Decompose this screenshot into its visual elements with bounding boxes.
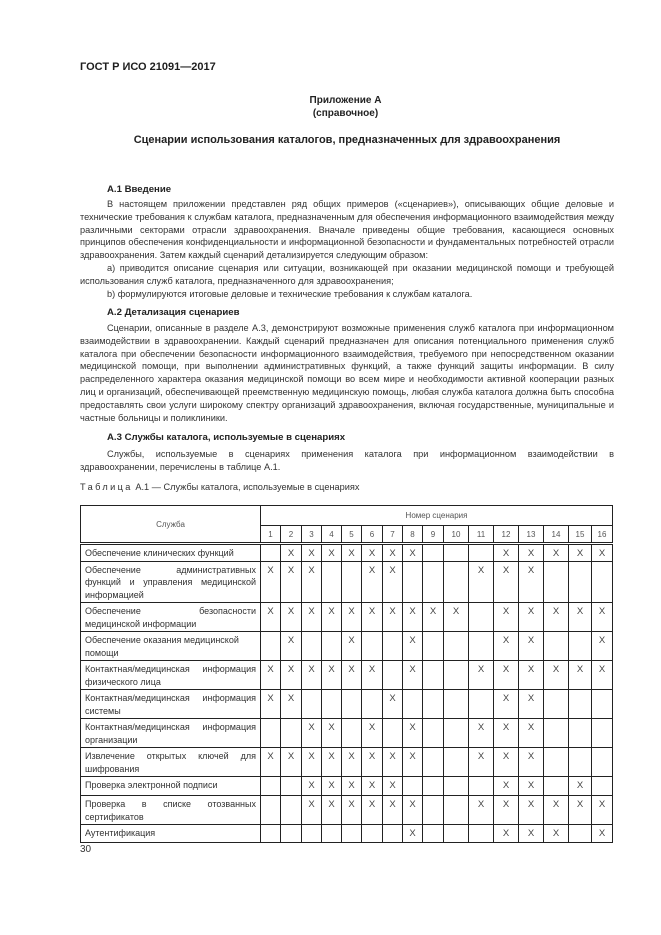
scenario-mark-cell <box>322 561 342 603</box>
scenario-mark-cell: X <box>469 661 494 690</box>
scenario-mark-cell: X <box>469 561 494 603</box>
table-row <box>81 690 613 719</box>
service-name-cell: Аутентификация <box>81 825 261 843</box>
scenario-mark-cell: X <box>322 796 342 825</box>
scenario-mark-cell <box>261 544 281 562</box>
scenario-mark-cell <box>383 719 403 748</box>
table-row <box>81 544 613 562</box>
scenario-mark-cell <box>444 748 469 777</box>
scenario-mark-cell <box>423 661 444 690</box>
scenario-mark-cell: X <box>362 544 383 562</box>
scenario-mark-cell: X <box>592 796 613 825</box>
service-name-cell: Извлечение открытых ключей для шифрования <box>81 748 261 777</box>
scenario-mark-cell: X <box>322 544 342 562</box>
scenario-mark-cell <box>569 748 592 777</box>
scenario-mark-cell <box>281 719 302 748</box>
service-name-cell: Обеспечение оказания медицинской помощи <box>81 632 261 661</box>
scenario-mark-cell <box>423 777 444 796</box>
scenario-mark-cell: X <box>362 661 383 690</box>
scenario-mark-cell <box>302 632 322 661</box>
scenario-mark-cell: X <box>383 544 403 562</box>
scenario-mark-cell: X <box>494 544 519 562</box>
scenario-mark-cell <box>423 796 444 825</box>
service-name-cell: Контактная/медицинская информация физического лица <box>81 661 261 690</box>
column-header-scenarios: Номер сценария <box>261 506 613 526</box>
services-table-body <box>81 544 613 843</box>
scenario-mark-cell: X <box>403 544 423 562</box>
scenario-mark-cell: X <box>322 777 342 796</box>
scenario-mark-cell: X <box>403 796 423 825</box>
scenario-mark-cell: X <box>592 825 613 843</box>
scenario-mark-cell: X <box>261 690 281 719</box>
service-name-cell: Обеспечение административных функций и управления медицинской информацией <box>81 561 261 603</box>
annex-label: Приложение А <box>309 95 382 106</box>
scenario-mark-cell <box>444 561 469 603</box>
scenario-mark-cell: X <box>494 748 519 777</box>
scenario-mark-cell: X <box>494 661 519 690</box>
scenario-mark-cell: X <box>302 544 322 562</box>
scenario-mark-cell: X <box>342 796 362 825</box>
scenario-mark-cell: X <box>322 748 342 777</box>
scenario-mark-cell: X <box>281 632 302 661</box>
section-heading-a1: А.1 Введение <box>107 184 172 195</box>
scenario-mark-cell: X <box>494 777 519 796</box>
scenario-mark-cell: X <box>302 796 322 825</box>
scenario-mark-cell <box>261 777 281 796</box>
scenario-mark-cell: X <box>592 661 613 690</box>
scenario-mark-cell: X <box>362 719 383 748</box>
scenario-mark-cell: X <box>261 748 281 777</box>
scenario-mark-cell: X <box>302 603 322 632</box>
scenario-mark-cell: X <box>519 632 544 661</box>
section-heading-a3: А.3 Службы каталога, используемые в сценариях <box>107 432 346 443</box>
scenario-mark-cell <box>362 632 383 661</box>
scenario-mark-cell: X <box>362 796 383 825</box>
scenario-mark-cell: X <box>281 561 302 603</box>
scenario-mark-cell <box>281 796 302 825</box>
scenario-mark-cell: X <box>281 690 302 719</box>
scenario-mark-cell: X <box>494 690 519 719</box>
annex-heading <box>0 94 661 120</box>
service-name-cell: Обеспечение клинических функций <box>81 544 261 562</box>
scenario-mark-cell: X <box>302 661 322 690</box>
service-name-cell: Обеспечение безопасности медицинской информации <box>81 603 261 632</box>
scenario-mark-cell <box>281 777 302 796</box>
scenario-mark-cell <box>469 603 494 632</box>
table-row <box>81 777 613 796</box>
scenario-mark-cell: X <box>494 632 519 661</box>
scenario-mark-cell <box>592 690 613 719</box>
scenario-mark-cell: X <box>592 544 613 562</box>
scenario-mark-cell: X <box>403 603 423 632</box>
scenario-mark-cell <box>544 690 569 719</box>
scenario-mark-cell: X <box>494 796 519 825</box>
scenario-mark-cell <box>342 719 362 748</box>
scenario-mark-cell: X <box>322 719 342 748</box>
table-caption-text: А.1 — Службы каталога, используемые в сценариях <box>132 482 360 492</box>
scenario-mark-cell: X <box>592 603 613 632</box>
section-body-a3 <box>80 448 614 474</box>
scenario-mark-cell: X <box>519 690 544 719</box>
scenario-mark-cell: X <box>383 603 403 632</box>
scenario-mark-cell: X <box>569 796 592 825</box>
scenario-mark-cell: X <box>544 544 569 562</box>
service-name-cell: Проверка электронной подписи <box>81 777 261 796</box>
scenario-mark-cell: X <box>569 544 592 562</box>
scenario-mark-cell: X <box>519 825 544 843</box>
scenario-mark-cell <box>469 825 494 843</box>
scenario-mark-cell: X <box>261 561 281 603</box>
scenario-mark-cell: X <box>342 603 362 632</box>
list-item: a) приводится описание сценария или ситуации, возникающей при оказании медицинской помощи и требующей использования служб каталога, предназначенного для здравоохранения; <box>80 262 614 286</box>
scenario-mark-cell <box>322 632 342 661</box>
scenario-mark-cell <box>444 777 469 796</box>
scenario-mark-cell: X <box>444 603 469 632</box>
scenario-mark-cell <box>383 661 403 690</box>
scenario-mark-cell <box>261 632 281 661</box>
scenario-mark-cell <box>592 561 613 603</box>
scenario-mark-cell: X <box>383 690 403 719</box>
scenario-mark-cell: X <box>281 603 302 632</box>
scenario-mark-cell: X <box>519 748 544 777</box>
scenario-mark-cell <box>383 632 403 661</box>
scenario-mark-cell <box>544 561 569 603</box>
scenario-mark-cell: X <box>519 796 544 825</box>
scenario-mark-cell <box>544 777 569 796</box>
scenario-mark-cell: X <box>519 777 544 796</box>
scenario-mark-cell <box>444 544 469 562</box>
scenario-mark-cell <box>403 777 423 796</box>
scenario-number-header: 11 <box>469 526 494 544</box>
scenario-mark-cell <box>444 719 469 748</box>
scenario-mark-cell: X <box>403 632 423 661</box>
scenario-mark-cell <box>444 825 469 843</box>
scenario-mark-cell: X <box>494 825 519 843</box>
scenario-number-header: 2 <box>281 526 302 544</box>
scenario-mark-cell <box>469 544 494 562</box>
scenario-mark-cell <box>444 690 469 719</box>
paragraph: Службы, используемые в сценариях применения каталога при информационном взаимодействии в здравоохранении, перечислены в таблице А.1. <box>80 449 614 472</box>
annex-title: Сценарии использования каталогов, предназначенных для здравоохранения <box>133 134 561 146</box>
scenario-number-header: 1 <box>261 526 281 544</box>
services-table <box>80 505 613 843</box>
scenario-mark-cell: X <box>261 603 281 632</box>
scenario-mark-cell: X <box>403 661 423 690</box>
column-header-service: Служба <box>81 506 261 544</box>
table-row <box>81 719 613 748</box>
section-body-a1 <box>80 198 614 300</box>
scenario-mark-cell: X <box>569 661 592 690</box>
scenario-number-header: 7 <box>383 526 403 544</box>
section-heading-a2: А.2 Детализация сценариев <box>107 307 240 318</box>
scenario-number-header: 5 <box>342 526 362 544</box>
scenario-mark-cell: X <box>403 748 423 777</box>
paragraph: В настоящем приложении представлен ряд общих примеров («сценариев»), описывающих общие деловые и технические требования к службам каталога, предназначенным для обеспечения информационного взаимодействия между различными секторами отрасли здравоохранения. Вначале приведены общие требования, касающиеся основных принципов обеспечения конфиденциальности и информационной безопасности и фундаментальных потребностей отрасли здравоохранения. Затем каждый сценарий детализируется следующим образом: <box>80 199 614 261</box>
scenario-mark-cell <box>342 825 362 843</box>
scenario-mark-cell: X <box>569 603 592 632</box>
table-row <box>81 796 613 825</box>
scenario-mark-cell <box>592 777 613 796</box>
scenario-mark-cell: X <box>302 561 322 603</box>
table-row <box>81 561 613 603</box>
scenario-mark-cell: X <box>494 561 519 603</box>
scenario-mark-cell: X <box>592 632 613 661</box>
table-caption-prefix: Таблица <box>80 482 133 492</box>
scenario-number-header: 6 <box>362 526 383 544</box>
scenario-mark-cell <box>423 544 444 562</box>
page-number: 30 <box>80 844 92 855</box>
scenario-number-header: 15 <box>569 526 592 544</box>
scenario-mark-cell: X <box>544 825 569 843</box>
table-row <box>81 661 613 690</box>
list-item: b) формулируются итоговые деловые и технические требования к службам каталога. <box>107 288 473 299</box>
scenario-mark-cell <box>281 825 302 843</box>
scenario-mark-cell: X <box>342 544 362 562</box>
scenario-mark-cell <box>403 690 423 719</box>
scenario-mark-cell: X <box>519 544 544 562</box>
scenario-mark-cell <box>342 561 362 603</box>
scenario-mark-cell <box>544 748 569 777</box>
table-row <box>81 748 613 777</box>
scenario-mark-cell <box>444 661 469 690</box>
scenario-mark-cell: X <box>383 748 403 777</box>
scenario-number-header: 4 <box>322 526 342 544</box>
document-id: ГОСТ Р ИСО 21091—2017 <box>80 61 216 73</box>
table-caption <box>80 482 359 492</box>
scenario-mark-cell <box>469 632 494 661</box>
scenario-mark-cell: X <box>469 796 494 825</box>
scenario-mark-cell <box>322 825 342 843</box>
scenario-mark-cell: X <box>261 661 281 690</box>
scenario-mark-cell <box>302 825 322 843</box>
scenario-mark-cell <box>403 561 423 603</box>
scenario-mark-cell <box>342 690 362 719</box>
scenario-mark-cell <box>544 632 569 661</box>
scenario-mark-cell <box>569 632 592 661</box>
scenario-mark-cell <box>469 690 494 719</box>
scenario-mark-cell <box>444 796 469 825</box>
scenario-mark-cell: X <box>302 748 322 777</box>
scenario-mark-cell <box>261 825 281 843</box>
paragraph: Сценарии, описанные в разделе А.3, демонстрируют возможные применения служб каталога при информационном взаимодействии в здравоохранении. Каждый сценарий предназначен для описания потенциального применения служб каталога при обеспечении безопасности информационного взаимодействия, требуемого при непосредственном оказании медицинской помощи, при выполнении административных функций, а также функций защиты информации. В силу распределенного характера оказания медицинской помощи во всем мире и необходимости активной кооперации разных лиц и организаций, обеспечивающей преемственную медицинскую помощь, любая служба каталога должна быть способна предоставлять свои услуги широкому спектру организаций здравоохранения, включая государственные, муниципальные и частные больницы и поликлиники. <box>80 323 614 423</box>
scenario-mark-cell <box>569 690 592 719</box>
scenario-mark-cell <box>469 777 494 796</box>
scenario-mark-cell: X <box>569 777 592 796</box>
scenario-mark-cell: X <box>383 561 403 603</box>
scenario-mark-cell <box>423 632 444 661</box>
scenario-mark-cell <box>423 748 444 777</box>
scenario-mark-cell: X <box>322 603 342 632</box>
scenario-mark-cell <box>423 690 444 719</box>
scenario-mark-cell: X <box>362 777 383 796</box>
scenario-mark-cell <box>261 796 281 825</box>
scenario-mark-cell: X <box>362 748 383 777</box>
annex-type: (справочное) <box>312 108 379 119</box>
scenario-mark-cell <box>423 825 444 843</box>
scenario-mark-cell <box>423 561 444 603</box>
scenario-mark-cell: X <box>362 561 383 603</box>
scenario-mark-cell <box>569 561 592 603</box>
scenario-mark-cell <box>592 748 613 777</box>
scenario-mark-cell <box>544 719 569 748</box>
service-name-cell: Проверка в списке отозванных сертификатов <box>81 796 261 825</box>
scenario-mark-cell: X <box>342 777 362 796</box>
scenario-mark-cell: X <box>469 748 494 777</box>
scenario-mark-cell: X <box>383 777 403 796</box>
scenario-number-header: 8 <box>403 526 423 544</box>
scenario-mark-cell <box>362 825 383 843</box>
scenario-mark-cell: X <box>403 719 423 748</box>
table-row <box>81 603 613 632</box>
scenario-mark-cell: X <box>519 661 544 690</box>
scenario-number-header: 16 <box>592 526 613 544</box>
scenario-mark-cell: X <box>281 661 302 690</box>
scenario-number-header: 9 <box>423 526 444 544</box>
scenario-mark-cell: X <box>302 777 322 796</box>
scenario-mark-cell: X <box>519 719 544 748</box>
scenario-mark-cell: X <box>362 603 383 632</box>
scenario-mark-cell: X <box>383 796 403 825</box>
scenario-mark-cell <box>592 719 613 748</box>
scenario-mark-cell: X <box>544 796 569 825</box>
scenario-number-header: 3 <box>302 526 322 544</box>
service-name-cell: Контактная/медицинская информация организации <box>81 719 261 748</box>
scenario-mark-cell: X <box>281 748 302 777</box>
table-row <box>81 632 613 661</box>
scenario-mark-cell: X <box>302 719 322 748</box>
scenario-mark-cell: X <box>342 632 362 661</box>
scenario-mark-cell <box>569 825 592 843</box>
scenario-mark-cell <box>362 690 383 719</box>
scenario-mark-cell: X <box>342 661 362 690</box>
scenario-mark-cell: X <box>403 825 423 843</box>
scenario-mark-cell: X <box>544 661 569 690</box>
scenario-mark-cell: X <box>494 719 519 748</box>
scenario-mark-cell <box>322 690 342 719</box>
table-row <box>81 825 613 843</box>
section-body-a2 <box>80 322 614 424</box>
service-name-cell: Контактная/медицинская информация системы <box>81 690 261 719</box>
scenario-mark-cell: X <box>322 661 342 690</box>
scenario-mark-cell: X <box>342 748 362 777</box>
scenario-mark-cell: X <box>519 603 544 632</box>
scenario-mark-cell: X <box>544 603 569 632</box>
scenario-mark-cell <box>302 690 322 719</box>
scenario-mark-cell <box>383 825 403 843</box>
scenario-mark-cell <box>261 719 281 748</box>
scenario-mark-cell: X <box>281 544 302 562</box>
scenario-number-header: 12 <box>494 526 519 544</box>
scenario-number-header: 13 <box>519 526 544 544</box>
scenario-mark-cell <box>423 719 444 748</box>
scenario-mark-cell: X <box>469 719 494 748</box>
scenario-number-header: 10 <box>444 526 469 544</box>
scenario-mark-cell: X <box>494 603 519 632</box>
scenario-mark-cell <box>569 719 592 748</box>
scenario-mark-cell: X <box>519 561 544 603</box>
scenario-mark-cell: X <box>423 603 444 632</box>
scenario-mark-cell <box>444 632 469 661</box>
scenario-number-header: 14 <box>544 526 569 544</box>
